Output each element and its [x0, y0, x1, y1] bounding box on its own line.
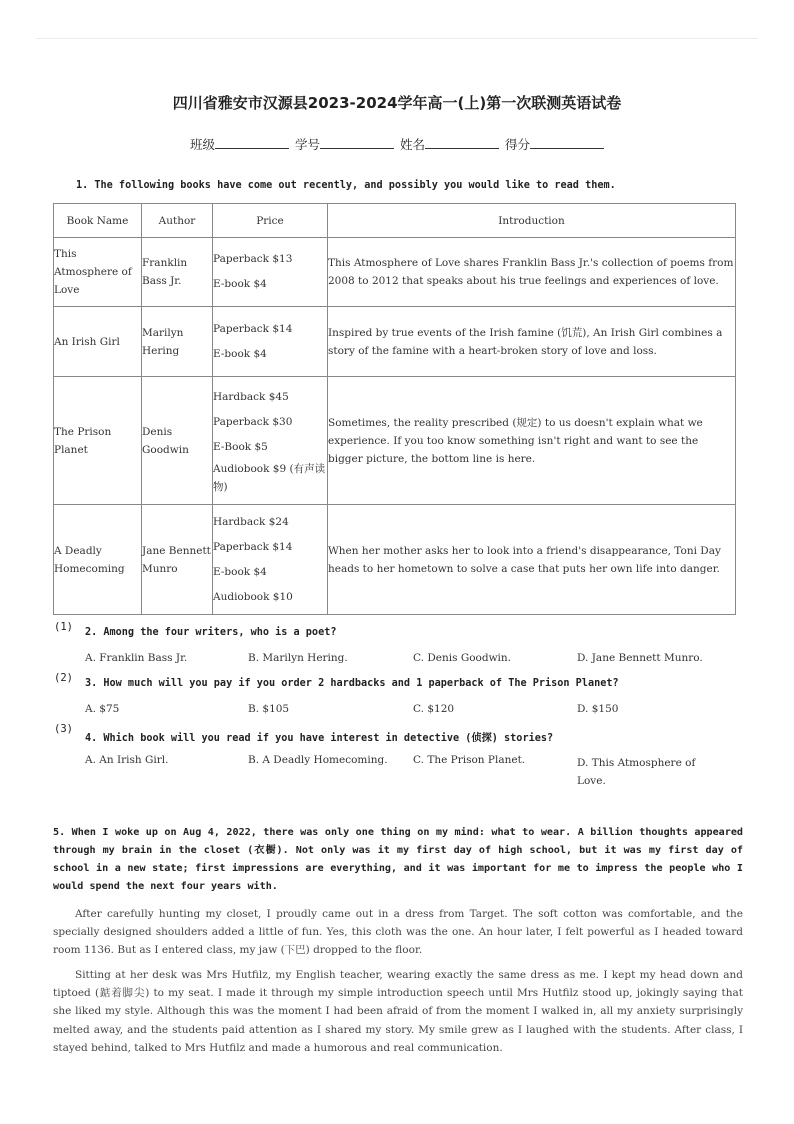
student-info-fields [190, 135, 606, 153]
option-c[interactable]: C. Denis Goodwin. [413, 652, 512, 664]
header-book-name: Book Name [54, 204, 142, 238]
score-blank[interactable] [530, 136, 604, 149]
subquestion-1-number: (1) [54, 621, 73, 633]
student-id-blank[interactable] [320, 136, 394, 149]
student-id-label: 学号 [295, 137, 321, 152]
question-5-stem: 5. When I woke up on Aug 4, 2022, there was only one thing on my mind: what to wear. A billion thoughts appeared through my brain in the closet (衣橱). Not only was it my first day of high school, but it was my first day of school in a new state; first impressions are everything, and it was important for me to impress the people who I would spend the next four years with. [53, 827, 743, 892]
subquestion-2-text: 3. How much will you pay if you order 2 hardbacks and 1 paperback of The Prison Planet? [85, 678, 619, 689]
book-intro: Sometimes, the reality prescribed (规定) to us doesn't explain what we experience. If you too know something isn't right and want to see the bigger picture, the bottom line is here. [328, 377, 736, 505]
class-blank[interactable] [215, 136, 289, 149]
price-item: E-book $4 [213, 278, 267, 290]
header-price: Price [213, 204, 328, 238]
price-item: Paperback $14 [213, 540, 293, 553]
table-row [54, 505, 736, 615]
passage-paragraph-2: Sitting at her desk was Mrs Hutfilz, my English teacher, wearing exactly the same dress as me. I kept my head down and tiptoed (踮着脚尖) to my seat. I made it through my simple introduction speech until Mrs Hutfilz stood up, jokingly saying that she liked my style. Although this was the moment I had been afraid of from the moment I walked in, all my anxiety surprisingly melted away, and the students paid attention as I shared my story. My smile grew as I laughed with the students. After class, I stayed behind, talked to Mrs Hutfilz and made a humorous and real communication. [53, 969, 743, 1054]
option-a[interactable]: A. Franklin Bass Jr. [85, 652, 188, 664]
book-intro: This Atmosphere of Love shares Franklin Bass Jr.'s collection of poems from 2008 to 2012 that speaks about his true feelings and experiences of love. [328, 238, 736, 307]
book-intro: When her mother asks her to look into a friend's disappearance, Toni Day heads to her hometown to solve a case that puts her own life into danger. [328, 505, 736, 615]
book-prices [213, 238, 328, 307]
price-item: Audiobook $9 (有声读物) [213, 463, 326, 493]
option-a[interactable]: A. $75 [85, 703, 120, 715]
passage-paragraph-1: After carefully hunting my closet, I proudly came out in a dress from Target. The soft cotton was comfortable, and the specially designed shoulders added a little of fun. Yes, this cloth was the one. An hour later, I felt powerful as I headed toward room 1136. But as I entered class, my jaw (下巴) dropped to the floor. [53, 908, 743, 957]
book-prices [213, 505, 328, 615]
option-d[interactable]: D. Jane Bennett Munro. [577, 652, 703, 664]
name-label: 姓名 [400, 137, 426, 152]
subquestion-2-number: (2) [54, 672, 73, 684]
option-b[interactable]: B. $105 [248, 703, 290, 715]
exam-title: 四川省雅安市汉源县2023-2024学年高一(上)第一次联测英语试卷 [172, 94, 622, 112]
header-author: Author [142, 204, 213, 238]
book-author: Franklin Bass Jr. [142, 238, 213, 307]
option-d[interactable]: D. $150 [577, 703, 619, 715]
option-b[interactable]: B. A Deadly Homecoming. [248, 754, 388, 766]
price-item: Hardback $45 [213, 391, 289, 403]
table-row [54, 307, 736, 377]
subquestion-3-number: (3) [54, 723, 73, 735]
subquestion-1-text: 2. Among the four writers, who is a poet? [85, 627, 337, 638]
name-blank[interactable] [425, 136, 499, 149]
price-item: Audiobook $10 [213, 590, 293, 603]
book-author: Jane Bennett Munro [142, 505, 213, 615]
class-label: 班级 [190, 137, 216, 152]
option-c[interactable]: C. The Prison Planet. [413, 754, 526, 766]
option-c[interactable]: C. $120 [413, 703, 455, 715]
price-item: E-Book $5 [213, 441, 268, 453]
book-prices [213, 307, 328, 377]
book-intro: Inspired by true events of the Irish famine (饥荒), An Irish Girl combines a story of the famine with a heart-broken story of love and loss. [328, 307, 736, 377]
books-table [53, 203, 736, 615]
score-label: 得分 [505, 137, 531, 152]
option-b[interactable]: B. Marilyn Hering. [248, 652, 348, 664]
header-introduction: Introduction [328, 204, 736, 238]
subquestion-3-text: 4. Which book will you read if you have interest in detective (侦探) stories? [85, 733, 554, 744]
price-item: E-book $4 [213, 565, 267, 578]
book-name: The Prison Planet [54, 377, 142, 505]
book-name: This Atmosphere of Love [54, 238, 142, 307]
price-item: Paperback $14 [213, 322, 293, 335]
book-prices [213, 377, 328, 505]
price-item: E-book $4 [213, 347, 267, 360]
price-item: Paperback $30 [213, 416, 293, 428]
page-top-divider [36, 38, 758, 39]
book-author: Denis Goodwin [142, 377, 213, 505]
table-row [54, 377, 736, 505]
option-a[interactable]: A. An Irish Girl. [85, 754, 169, 766]
option-d[interactable]: D. This Atmosphere of Love. [577, 757, 696, 787]
book-name: An Irish Girl [54, 307, 142, 377]
table-header-row [54, 204, 736, 238]
table-row [54, 238, 736, 307]
book-name: A Deadly Homecoming [54, 505, 142, 615]
price-item: Hardback $24 [213, 515, 289, 528]
book-author: Marilyn Hering [142, 307, 213, 377]
question-1-stem: 1. The following books have come out recently, and possibly you would like to read them. [76, 180, 616, 191]
price-item: Paperback $13 [213, 253, 293, 265]
